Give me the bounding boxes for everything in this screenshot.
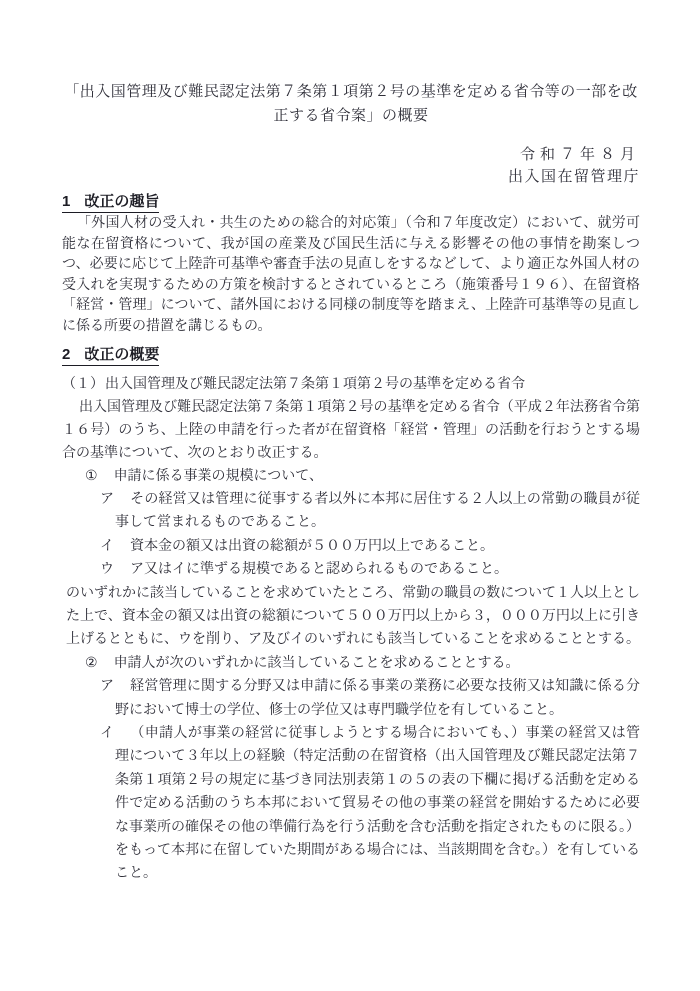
list-item-text: （申請人が事業の経営に従事しようとする場合においても、）事業の経営又は管理について３年以上の経験（特定活動の在留資格（出入国管理及び難民認定法第７条第１項第２号の規定に基づき同法別表第１の５の表の下欄に掲げる活動を定める件で定める活動のうち本邦において貿易その他の事業の経営を開始するために必要な事業所の確保その他の準備行為を行う活動を含む活動を指定されたものに限る。）をもって本邦に在留していた期間がある場合には、当該期間を含む。）を有していること。: [115, 726, 641, 882]
list-item-text: ア又はイに準ずる規模であると認められるものであること。: [130, 562, 508, 578]
section-1-paragraph: 「外国人材の受入れ・共生のための総合的対応策」（令和７年度改定）において、就労可能な在留資格について、我が国の産業及び国民生活に与える影響その他の事情を勘案しつつ、必要に応じて上陸許可基準や審査手法の見直しをするなどして、より適正な外国人材の受入れを実現するための方策を検討するとされているところ（施策番号１９６）、在留資格「経営・管理」について、諸外国における同様の制度等を踏まえ、上陸許可基準等の見直しに係る所要の措置を講じるもの。: [62, 216, 640, 334]
section-2-title: 改正の概要: [84, 345, 160, 363]
section-1-title: 改正の趣旨: [84, 193, 160, 210]
document-meta: [62, 145, 640, 188]
list-item-marker: ②: [85, 655, 98, 671]
list-item-marker: イ: [100, 726, 115, 742]
list-item-continuation: [66, 582, 640, 652]
list-item: [100, 488, 641, 535]
list-item: [100, 722, 641, 886]
list-item-text: 経営管理に関する分野又は申請に係る事業の業務に必要な技術又は知識に係る分野において博士の学位、修士の学位又は専門職学位を有していること。: [115, 679, 641, 718]
section-1-number: 1: [62, 193, 71, 210]
section-2-number: 2: [62, 345, 71, 363]
section-1-heading: [62, 191, 640, 213]
subsection-1-label: （１）: [62, 376, 104, 392]
list-item-marker: ウ: [100, 562, 114, 578]
section-1-heading-text: [62, 191, 159, 213]
section-2-heading-text: [62, 344, 159, 366]
list-item-text: 申請に係る事業の規模について、: [113, 468, 324, 484]
list-item: [100, 675, 641, 722]
list-item-marker: イ: [100, 538, 114, 554]
amendment-item-list: [62, 465, 640, 886]
list-item-text: 申請人が次のいずれかに該当していることを求めることとする。: [113, 655, 520, 671]
section-2-heading: [62, 344, 640, 366]
issuing-agency: 出入国在留管理庁: [507, 168, 640, 185]
list-item: [100, 535, 640, 558]
subsection-1-title: 出入国管理及び難民認定法第７条第１項第２号の基準を定める省令: [105, 376, 525, 392]
document-date: 令和７年８月: [519, 147, 640, 163]
list-item-marker: ①: [85, 468, 98, 484]
list-item-marker: ア: [100, 679, 115, 695]
subsection-1-paragraph: 出入国管理及び難民認定法第７条第１項第２号の基準を定める省令（平成２年法務省令第１６号）のうち、上陸の申請を行った者が在留資格「経営・管理」の活動を行おうとする場合の基準について、次のとおり改正する。: [62, 399, 640, 461]
list-item: [85, 465, 640, 488]
list-item-text: のいずれかに該当していることを求めていたところ、常勤の職員の数について１人以上とした上で、資本金の額又は出資の総額について５００万円以上から３，０００万円以上に引き上げるとともに、ウを削り、ア及びイのいずれにも該当していることを求めることとする。: [66, 585, 640, 648]
list-item-text: 資本金の額又は出資の総額が５００万円以上であること。: [130, 538, 494, 554]
list-item: [100, 558, 640, 581]
page-title: 「出入国管理及び難民認定法第７条第１項第２号の基準を定める省令等の一部を改正する省令案」の概要: [64, 84, 638, 124]
list-item-text: その経営又は管理に従事する者以外に本邦に居住する２人以上の常勤の職員が従事して営まれるものであること。: [115, 491, 641, 531]
subsection-1-heading: [62, 373, 640, 396]
list-item-marker: ア: [100, 491, 115, 507]
list-item: [85, 652, 640, 675]
